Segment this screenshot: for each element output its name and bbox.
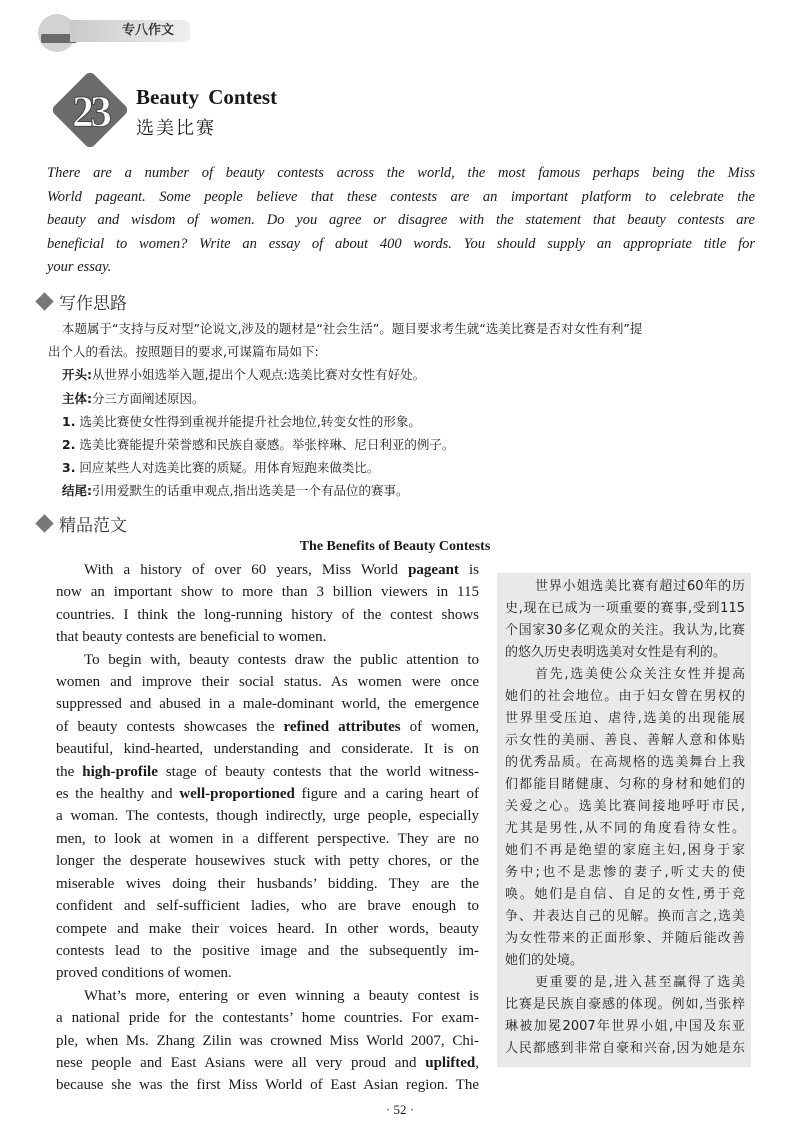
essay-text: ,: [475, 1054, 479, 1071]
outline-item: [48, 456, 756, 479]
essay-text: a national pride for the contestants’ home countries. For exam-: [56, 1010, 479, 1027]
essay-text: now an important show to more than 3 billion viewers in 115: [56, 584, 479, 601]
translation-line: 史,现在已成为一项重要的赛事,受到115: [505, 601, 745, 616]
intro-line: 本题属于“支持与反对型”论说文,涉及的题材是“社会生活”。题目要求考生就“选美比赛是否对女性有利”提: [62, 321, 643, 336]
highlighted-phrase: well-proportioned: [179, 786, 295, 803]
prompt-line: your essay.: [47, 259, 112, 275]
translation-line: 她们的处境。: [505, 953, 584, 968]
essay-text: figure and a caring heart of: [294, 786, 479, 803]
translation-line: 的悠久历史表明选美对女性是有利的。: [505, 645, 727, 660]
essay-line: [56, 895, 479, 917]
outline-item-text: 选美比赛能提升荣誉感和民族自豪感。举张梓琳、尼日利亚的例子。: [75, 437, 455, 453]
essay-line: [56, 805, 479, 827]
outline-item: [48, 363, 756, 386]
diamond-bullet-icon: [35, 514, 53, 532]
topic-title-zh: 选美比赛: [136, 118, 216, 139]
essay-text: miserable wives doing their husbands’ bidding. They are the: [56, 875, 479, 892]
essay-text: nese people and East Asians were all very proud and: [56, 1054, 426, 1071]
essay-text: the: [56, 763, 83, 780]
topic-title-en: Beauty Contest: [136, 85, 278, 109]
essay-line: [56, 626, 479, 648]
translation-line: 尤其是男性,从不同的角度看待女性。: [505, 821, 745, 836]
outline-item-label: 2.: [62, 437, 76, 453]
essay-text: countries. I think the long-running history of the contest shows: [56, 606, 479, 623]
translation-line: 更重要的是,进入甚至赢得了选美: [535, 975, 745, 990]
essay-line: [56, 1007, 479, 1029]
translation-text: [505, 576, 745, 1060]
outline-item: [48, 387, 756, 410]
highlighted-phrase: pageant: [408, 562, 459, 578]
prompt-line: beneficial to women? Write an essay of about 400 words. You should supply an appropriate title for: [47, 235, 755, 252]
essay-text: compete and make their voices heard. In other words, beauty: [56, 920, 479, 937]
essay-line: [56, 559, 479, 581]
writing-ideas: [48, 317, 756, 503]
outline-item-label: 开头:: [62, 367, 92, 383]
translation-line: 唤。她们是自信、自足的女性,勇于竞: [505, 887, 745, 902]
essay-text: because she was the first Miss World of East Asian region. The: [56, 1077, 479, 1094]
essay-text: women and improve their social status. As women were once: [56, 674, 479, 691]
essay-line: [56, 693, 479, 715]
essay-text: What’s more, entering or even winning a beauty contest is: [84, 987, 479, 1004]
topic-number: 23: [72, 87, 108, 136]
essay-prompt: [47, 162, 755, 280]
essay-line: [56, 850, 479, 872]
section-heading-text: 精品范文: [59, 516, 127, 536]
essay-line: [56, 918, 479, 940]
essay-text: ple, when Ms. Zhang Zilin was crowned Miss World 2007, Chi-: [56, 1032, 479, 1049]
translation-line: 务中;也不是悲惨的妻子,听丈夫的使: [505, 865, 745, 880]
translation-line: 她们不再是绝望的家庭主妇,困身于家: [505, 843, 745, 858]
essay-text: of women,: [400, 718, 479, 735]
translation-line: 们都能目睹健康、匀称的身材和她们的: [505, 777, 745, 792]
outline-item-text: 回应某些人对选美比赛的质疑。用体育短跑来做类比。: [75, 460, 380, 476]
translation-line: 个国家30多亿观众的关注。我认为,比赛: [505, 623, 745, 638]
section-heading-writing-ideas: [34, 289, 127, 314]
outline-item-text: 引用爱默生的话重申观点,指出选美是一个有品位的赛事。: [92, 483, 409, 499]
translation-line: 关爱之心。选美比赛间接地呼吁市民,: [505, 799, 745, 814]
highlighted-phrase: refined attributes: [283, 718, 401, 735]
essay-body: [56, 559, 479, 1097]
essay-text: longer the desperate housewives stuck with petty chores, or the: [56, 853, 479, 870]
highlighted-phrase: high-profile: [82, 763, 158, 780]
translation-line: 世界小姐选美比赛有超过60年的历: [535, 579, 745, 594]
translation-line: 人民都感到非常自豪和兴奋,因为她是东: [505, 1041, 745, 1056]
translation-line: 琳被加冕2007年世界小姐,中国及东亚: [505, 1019, 745, 1034]
prompt-line: There are a number of beauty contests across the world, the most famous perhaps being the Miss: [47, 165, 755, 181]
series-label: 专八作文: [70, 20, 190, 42]
essay-text: men, to look at women in a different perspective. They are no: [56, 830, 479, 847]
prompt-line: World pageant. Some people believe that these contests are an important platform to celebrate the: [47, 188, 755, 205]
section-heading-text: 写作思路: [59, 294, 127, 314]
section-heading-sample-essay: [34, 511, 127, 536]
essay-line: [56, 1030, 479, 1052]
essay-line: [56, 738, 479, 760]
essay-line: [56, 985, 479, 1007]
outline-item-text: 分三方面阐述原因。: [92, 390, 205, 406]
essay-line: [56, 581, 479, 603]
essay-text: stage of beauty contests that the world witness-: [157, 763, 479, 780]
outline-item: [48, 433, 756, 456]
highlighted-phrase: uplifted: [425, 1054, 476, 1071]
essay-line: [56, 604, 479, 626]
essay-line: [56, 716, 479, 738]
essay-line: [56, 649, 479, 671]
essay-text: To begin with, beauty contests draw the public attention to: [84, 651, 479, 668]
prompt-line: beauty and wisdom of women. Do you agree or disagree with the statement that beauty contests are: [47, 212, 755, 228]
essay-text: contests lead to the positive image and the subsequently im-: [56, 942, 479, 959]
translation-line: 比赛是民族自豪感的体现。例如,当张梓: [505, 997, 745, 1012]
essay-line: [56, 1052, 479, 1074]
essay-text: es the healthy and: [56, 786, 180, 803]
page-number: · 52 ·: [385, 1102, 415, 1117]
essay-line: [56, 962, 479, 984]
outline-item-label: 3.: [62, 460, 76, 476]
translation-line: 首先,选美使公众关注女性并提高: [535, 667, 745, 682]
translation-line: 她们的社会地位。由于妇女曾在男权的: [505, 689, 745, 704]
essay-text: beautiful, kind-hearted, understanding and considerate. It is on: [56, 741, 479, 758]
outline-item: [48, 410, 756, 433]
essay-line: [56, 873, 479, 895]
outline-item-label: 主体:: [62, 390, 92, 406]
essay-text: proved conditions of women.: [56, 965, 232, 982]
essay-line: [56, 761, 479, 783]
essay-text: that beauty contests are beneficial to women.: [56, 629, 327, 646]
diamond-bullet-icon: [35, 292, 53, 310]
essay-text: confident and self-sufficient ladies, who are brave enough to: [56, 898, 479, 915]
outline-item: [48, 479, 756, 502]
translation-line: 为女性带来的正面形象、并随后能改善: [505, 931, 745, 946]
essay-text: a woman. The contests, though indirectly, urge people, especially: [56, 808, 479, 825]
essay-text: With a history of over 60 years, Miss World: [84, 562, 409, 578]
outline-item-label: 结尾:: [62, 483, 92, 499]
essay-line: [56, 671, 479, 693]
essay-title: The Benefits of Beauty Contests: [299, 539, 491, 554]
essay-line: [56, 783, 479, 805]
intro-line: 出个人的看法。按照题目的要求,可谋篇布局如下:: [48, 344, 319, 360]
essay-line: [56, 828, 479, 850]
essay-text: of beauty contests showcases the: [56, 718, 284, 735]
outline-item-text: 选美比赛使女性得到重视并能提升社会地位,转变女性的形象。: [75, 413, 421, 429]
essay-text: suppressed and abused in a male-dominant world, the emergence: [56, 696, 479, 713]
essay-text: is: [458, 562, 479, 578]
translation-line: 世界里受压迫、虐待,选美的出现能展: [505, 711, 745, 726]
essay-line: [56, 1074, 479, 1096]
translation-line: 的优秀品质。在高规格的选美舞台上我: [505, 755, 745, 770]
outline-item-label: 1.: [62, 413, 76, 429]
outline-item-text: 从世界小姐选举入题,提出个人观点:选美比赛对女性有好处。: [92, 367, 426, 383]
series-header: [38, 14, 175, 46]
topic-number-badge: [52, 72, 128, 148]
essay-line: [56, 940, 479, 962]
translation-line: 争、并表达自己的见解。换而言之,选美: [505, 909, 745, 924]
translation-line: 示女性的美丽、善良、善解人意和体贴: [505, 733, 745, 748]
